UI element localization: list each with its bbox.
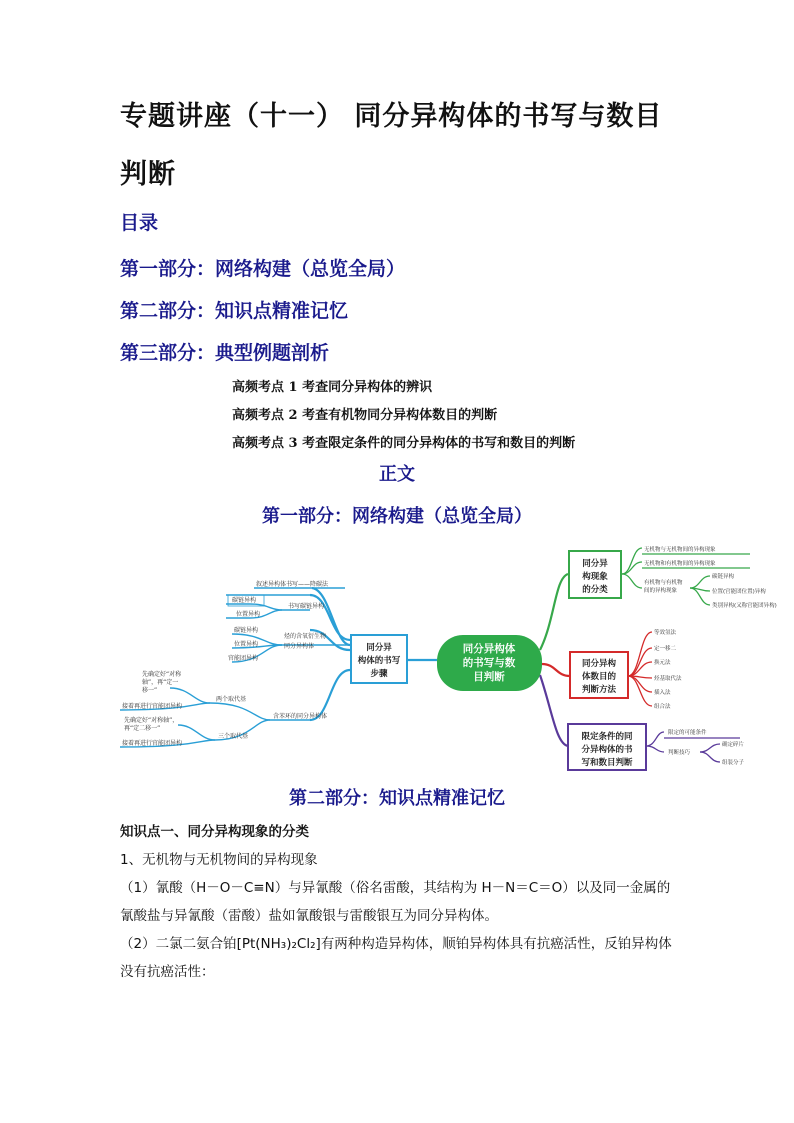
mindmap-r1-leaf: 无机物和有机物间的异构现象: [644, 561, 716, 567]
toc-part-1[interactable]: 第一部分：网络构建（总览全局）: [120, 258, 406, 280]
mindmap-left-branch: 书写碳链异构: [288, 603, 325, 610]
mindmap-left-leaf: 碳链异构: [234, 627, 259, 634]
mindmap-left-branch: 两个取代基: [216, 696, 247, 703]
mindmap-left-branch: 烃的含氧衍生物: [284, 633, 327, 640]
mindmap-left-leaf: 位置异构: [236, 611, 261, 618]
paragraph-2: （2）二氯二氨合铂[Pt(NH₃)₂Cl₂]有两种构造异构体，顺铂异构体具有抗癌活性，反铂异构体没有抗癌活性：: [120, 936, 672, 980]
mindmap-left-line-2: 构体的书写: [357, 656, 401, 666]
part1-heading: 第一部分：网络构建（总览全局）: [262, 506, 532, 527]
mindmap-r3-line-3: 写和数目判断: [581, 758, 633, 768]
mindmap-r2-leaf: 烃基取代法: [654, 676, 682, 682]
mindmap-left-line-3: 步骤: [370, 669, 388, 679]
toc-sub-1[interactable]: 高频考点 1 考查同分异构体的辨识: [232, 380, 433, 395]
mindmap-left-branch: 同分异构体: [284, 643, 315, 650]
mindmap-r2-line-1: 同分异构: [581, 659, 617, 669]
mindmap-r1-line-3: 的分类: [582, 585, 608, 595]
mindmap-r3-leaf: 组装分子: [722, 760, 745, 766]
mindmap-r3-leaf: 确定碎片: [722, 742, 745, 748]
toc-heading: 目录: [120, 212, 159, 234]
mindmap-left-branch: 含苯环的同分异构体: [273, 713, 328, 720]
toc-part-3[interactable]: 第三部分：典型例题剖析: [120, 342, 330, 364]
mindmap-r3-line-2: 分异构体的书: [581, 745, 633, 755]
mindmap-left-leaf: 接着再进行官能团异构: [122, 703, 183, 710]
mindmap-r1-leaf: 无机物与无机物间的异构现象: [644, 547, 716, 553]
mindmap-r2-leaf: 等效氢法: [654, 630, 677, 636]
mindmap-center-line-1: 同分异构体: [462, 643, 516, 655]
mindmap-r2-leaf: 换元法: [654, 660, 671, 666]
mindmap-left-leaf: 移一”: [142, 687, 158, 694]
mindmap-r2-leaf: 定一移二: [654, 646, 677, 652]
mindmap-left-branch: 三个取代基: [218, 733, 249, 740]
mindmap-left-leaf: 轴”，再“定一: [142, 679, 179, 686]
mindmap-r1-leaf: 有机物与有机物: [644, 580, 683, 586]
part2-heading: 第二部分：知识点精准记忆: [289, 788, 505, 809]
mindmap-left-leaf: 接着再进行官能团异构: [122, 740, 183, 747]
item-heading: 1、无机物与无机物间的异构现象: [120, 852, 318, 868]
toc-sub-3[interactable]: 高频考点 3 考查限定条件的同分异构体的书写和数目的判断: [232, 436, 576, 451]
zhengwen-heading: 正文: [379, 464, 415, 485]
page-title: 专题讲座（十一） 同分异构体的书写与数目判断: [120, 101, 663, 190]
mindmap-left-leaf: 先确定好“对称轴”，: [124, 717, 179, 724]
mindmap-r3-leaf: 判断技巧: [668, 750, 691, 756]
mindmap-left-leaf: 先确定好“对称: [142, 671, 182, 678]
mindmap-r1-leaf: 类别异构(又称官能团异构): [712, 603, 777, 609]
mindmap-r1-line-1: 同分异: [582, 559, 608, 569]
mindmap-r2-leaf: 插入法: [654, 690, 671, 696]
mindmap-r2-line-2: 体数目的: [581, 672, 617, 682]
mindmap-r1-leaf: 位置(官能团位置)异构: [712, 589, 766, 595]
mindmap-center-line-3: 目判断: [473, 671, 505, 683]
mindmap-center-line-2: 的书写与数: [462, 657, 516, 669]
mindmap-left-leaf: 碳链异构: [232, 597, 257, 604]
knowledge-point-heading: 知识点一、同分异构现象的分类: [120, 824, 309, 840]
mindmap-r3-line-1: 限定条件的同: [581, 732, 633, 742]
mindmap-r2-leaf: 组合法: [654, 704, 671, 710]
mindmap-left-line-1: 同分异: [366, 643, 392, 653]
mindmap-left-branch: 叙述异构体书写——降碳法: [256, 581, 329, 588]
toc-sub-2[interactable]: 高频考点 2 考查有机物同分异构体数目的判断: [232, 408, 498, 423]
mindmap-left-leaf: 再“定二移一”: [124, 725, 161, 732]
mindmap-left-leaf: 位置异构: [234, 641, 259, 648]
mindmap-r2-line-3: 判断方法: [581, 685, 617, 695]
mindmap-r1-leaf: 碳链异构: [712, 574, 735, 580]
mind-map: [110, 538, 794, 778]
mindmap-r1-leaf: 间的异构现象: [644, 588, 678, 594]
paragraph-1: （1）氰酸（H－O－C≡N）与异氰酸（俗名雷酸，其结构为 H－N＝C＝O）以及同一金属的氰酸盐与异氰酸（雷酸）盐如氰酸银与雷酸银互为同分异构体。: [120, 880, 671, 924]
mindmap-r1-line-2: 构现象: [582, 572, 608, 582]
mindmap-left-leaf: 官能团异构: [228, 655, 259, 662]
mindmap-r3-leaf: 限定的可能条件: [668, 730, 707, 736]
toc-part-2[interactable]: 第二部分：知识点精准记忆: [120, 300, 349, 322]
